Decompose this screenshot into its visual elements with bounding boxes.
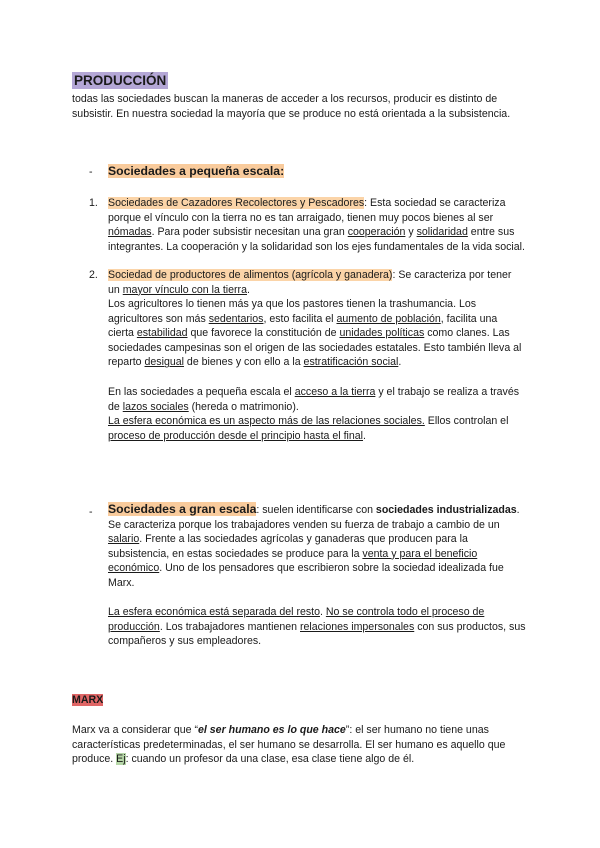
p3-underline4: proceso de producción desde el principio hasta el final <box>108 429 364 442</box>
section2-heading: Sociedades a gran escala <box>108 502 257 516</box>
p2-underline4: unidades políticas <box>339 327 425 340</box>
item2-underline1: mayor vínculo con la tierra <box>122 283 247 296</box>
intro-text: todas las sociedades buscan la maneras de acceder a los recursos, producir es distinto de subsistir. En nuestra sociedad la mayoría que se produce no está orientada a la subsistencia. <box>72 93 511 120</box>
section1-paragraph2 <box>108 297 526 370</box>
item1-underline2: cooperación <box>347 226 406 239</box>
item2-text1: : Se caracteriza por tener un <box>108 269 512 296</box>
item1-underline1: nómadas <box>108 226 152 239</box>
page-title: PRODUCCIÓN <box>74 73 167 88</box>
s2p2-text1: . <box>320 606 326 618</box>
item2-paragraph <box>108 268 526 297</box>
p2-underline3: estabilidad <box>136 327 188 340</box>
section1-heading-text: Sociedades a pequeña escala: <box>108 164 285 178</box>
p2-underline2: aumento de población <box>336 312 441 325</box>
p3-text2: y el trabajo se realiza a través de <box>108 386 520 413</box>
marx-example-highlight: Ej <box>116 753 126 766</box>
p2-underline1: sedentarios <box>208 312 264 325</box>
item1-text1: : Esta sociedad se caracteriza porque el vínculo con la tierra no es tan arraigado, tienen muy pocos bienes al ser <box>108 197 506 224</box>
p3-underline3: La esfera económica es un aspecto más de las relaciones sociales. <box>108 415 425 428</box>
s2-text2: . Se caracteriza porque los trabajadores venden su fuerza de trabajo a cambio de un <box>108 504 520 531</box>
marx-paragraph <box>72 723 528 767</box>
s2p2-underline2: No se controla todo el proceso de producción <box>108 606 485 633</box>
marx-text3: : cuando un profesor da una clase, esa clase tiene algo de él. <box>125 753 415 766</box>
p2-text1: Los agricultores lo tienen más ya que los pastores tienen la trashumancia. Los agricultores son más <box>108 298 477 325</box>
section1-heading <box>108 164 284 179</box>
s2-underline2: venta y para el beneficio económico <box>108 547 478 575</box>
item1-text2: . Para poder subsistir necesitan una gran <box>151 226 348 239</box>
intro-paragraph <box>72 92 524 121</box>
p3-underline2: lazos sociales <box>122 400 189 413</box>
p2-underline6: estratificación social <box>303 356 399 369</box>
marx-heading-block <box>72 693 103 708</box>
marx-heading: MARX <box>72 694 104 706</box>
section2-bullet: - <box>89 506 93 518</box>
item1-number: 1. <box>89 197 98 209</box>
s2p2-text3: con sus productos, sus compañeros y sus empleadores. <box>108 620 526 648</box>
item1-highlight: Sociedades de Cazadores Recolectores y Pescadores <box>108 197 365 209</box>
p3-underline1: acceso a la tierra <box>294 386 376 398</box>
p2-text7: . <box>398 356 402 369</box>
p2-text4: que favorece la constitución de <box>187 327 340 340</box>
s2-underline1: salario <box>108 533 140 546</box>
item1-text4: entre sus integrantes. La cooperación y la solidaridad son los ejes fundamentales de la vida social. <box>108 226 525 253</box>
marx-text2: ”: el ser humano no tiene unas características predeterminadas, el ser humano se desarrolla. El ser humano es aquello que produce. <box>72 724 506 766</box>
item1-text3: y <box>405 226 417 239</box>
section1-paragraph3 <box>108 385 526 443</box>
p3-text5: . <box>363 429 366 442</box>
s2p2-text2: . Los trabajadores mantienen <box>159 620 300 633</box>
s2p2-underline3: relaciones impersonales <box>300 620 415 633</box>
section2-paragraph2 <box>108 605 526 649</box>
p2-text3: , facilita una cierta <box>108 312 498 340</box>
s2p2-underline1: La esfera económica está separada del resto <box>108 606 321 618</box>
p3-text3: (hereda o matrimonio). <box>188 400 299 413</box>
s2-bold1: sociedades industrializadas <box>375 504 517 516</box>
item2-highlight: Sociedad de productores de alimentos (agrícola y ganadera) <box>108 269 393 281</box>
p3-text1: En las sociedades a pequeña escala el <box>108 386 295 398</box>
s2-text1: : suelen identificarse con <box>256 504 376 516</box>
s2-text3: . Frente a las sociedades agrícolas y ganaderas que producen para la subsistencia, en estas sociedades se produce para la <box>108 533 468 560</box>
p2-text5: como clanes. Las sociedades campesinas son el origen de las sociedades estatales. Esto también lleva al reparto <box>108 327 522 369</box>
p2-underline5: desigual <box>144 356 184 369</box>
section2-paragraph1 <box>108 502 526 591</box>
item2-text2: . <box>246 283 250 296</box>
section1-bullet: - <box>89 166 93 178</box>
item1-underline3: solidaridad <box>416 226 468 239</box>
item1-paragraph <box>108 196 526 254</box>
p2-text6: de bienes y con ello a la <box>183 356 304 369</box>
item2-number: 2. <box>89 269 98 281</box>
marx-bold-italic: el ser humano es lo que hace <box>198 724 346 736</box>
p2-text2: , esto facilita el <box>263 312 337 325</box>
s2-text4: . Uno de los pensadores que escribieron sobre la sociedad idealizada fue Marx. <box>108 562 504 589</box>
p3-text4: Ellos controlan el <box>424 415 509 428</box>
marx-text1: Marx va a considerar que “ <box>72 724 199 736</box>
